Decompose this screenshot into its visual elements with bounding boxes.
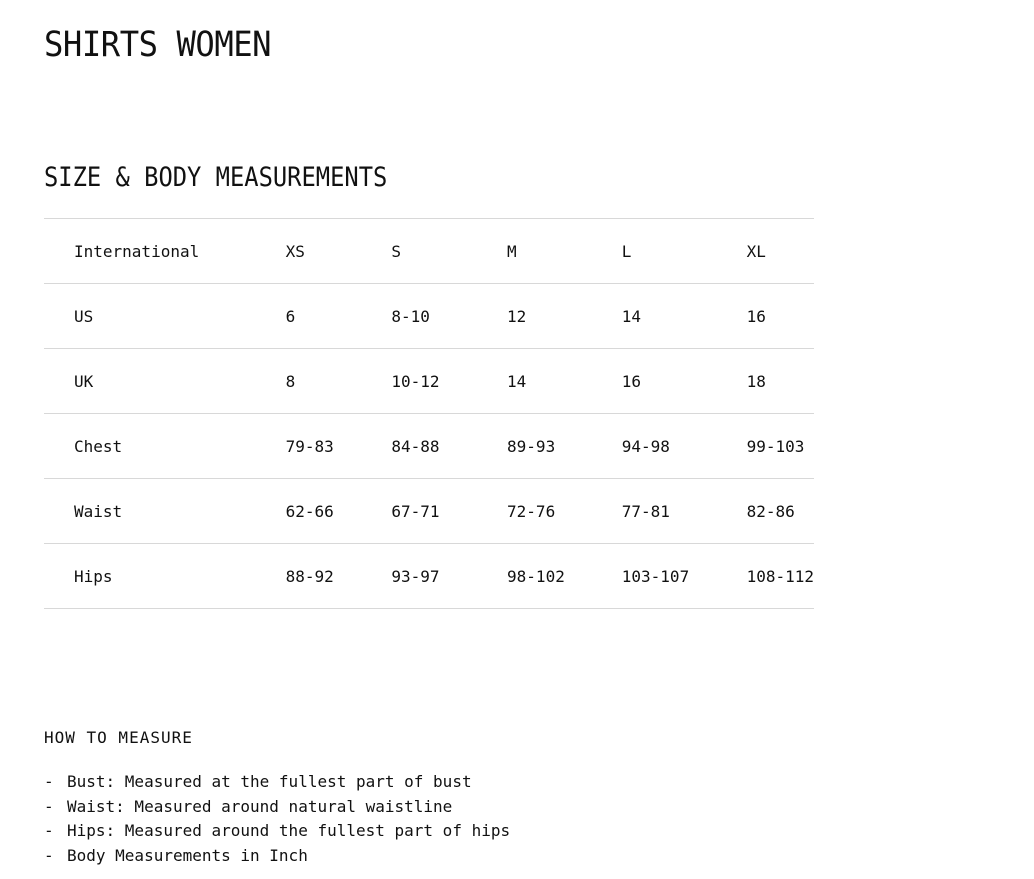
bullet-dash: -: [44, 821, 54, 841]
table-row: [44, 349, 814, 414]
table-cell: 108-112: [746, 566, 814, 586]
table-cell: 82-86: [746, 501, 795, 521]
row-label: Hips: [74, 566, 113, 586]
table-cell: L: [621, 241, 632, 261]
row-label: International: [74, 241, 200, 261]
list-item-text: Hips: Measured around the fullest part of hips: [67, 821, 511, 841]
how-to-measure-title: HOW TO MEASURE: [44, 728, 193, 747]
list-item: [44, 795, 510, 820]
list-item-text: Waist: Measured around natural waistline: [67, 796, 453, 816]
row-label: Chest: [74, 436, 123, 456]
table-row: [44, 479, 814, 544]
table-cell: XS: [285, 241, 305, 261]
table-cell: 93-97: [391, 566, 440, 586]
table-cell: 88-92: [285, 566, 334, 586]
table-cell: 103-107: [621, 566, 690, 586]
table-row: [44, 544, 814, 609]
table-cell: 12: [507, 306, 527, 326]
table-row: [44, 219, 814, 284]
row-label: US: [74, 306, 94, 326]
table-row: [44, 284, 814, 349]
table-cell: 72-76: [507, 501, 556, 521]
list-item: [44, 819, 510, 844]
table-cell: 8-10: [391, 306, 430, 326]
table-cell: 62-66: [285, 501, 334, 521]
table-cell: 10-12: [391, 371, 440, 391]
bullet-dash: -: [44, 796, 54, 816]
how-to-measure-list: [44, 770, 510, 869]
size-chart-table: [44, 218, 814, 609]
table-cell: 89-93: [507, 436, 556, 456]
table-cell: 77-81: [621, 501, 670, 521]
table-cell: 98-102: [507, 566, 565, 586]
table-cell: 8: [285, 371, 296, 391]
list-item: [44, 844, 510, 869]
list-item-text: Body Measurements in Inch: [67, 846, 308, 866]
page-title: SHIRTS WOMEN: [44, 25, 272, 65]
size-measurements-title: SIZE & BODY MEASUREMENTS: [44, 162, 388, 193]
row-label: UK: [74, 371, 94, 391]
row-label: Waist: [74, 501, 123, 521]
table-cell: 94-98: [621, 436, 670, 456]
table-cell: 79-83: [285, 436, 334, 456]
table-cell: 18: [746, 371, 766, 391]
table-cell: M: [507, 241, 517, 261]
table-cell: 6: [285, 306, 296, 326]
table-cell: 67-71: [391, 501, 440, 521]
list-item-text: Bust: Measured at the fullest part of bust: [67, 772, 472, 791]
list-item: [44, 770, 510, 795]
table-cell: 14: [507, 371, 527, 391]
table-cell: XL: [746, 241, 766, 261]
table-cell: 99-103: [746, 436, 805, 456]
table-cell: S: [391, 241, 401, 261]
table-cell: 14: [621, 306, 642, 326]
table-cell: 16: [746, 306, 766, 326]
table-cell: 16: [621, 371, 642, 391]
table-cell: 84-88: [391, 436, 440, 456]
bullet-dash: -: [44, 772, 54, 791]
bullet-dash: -: [44, 846, 54, 866]
table-row: [44, 414, 814, 479]
